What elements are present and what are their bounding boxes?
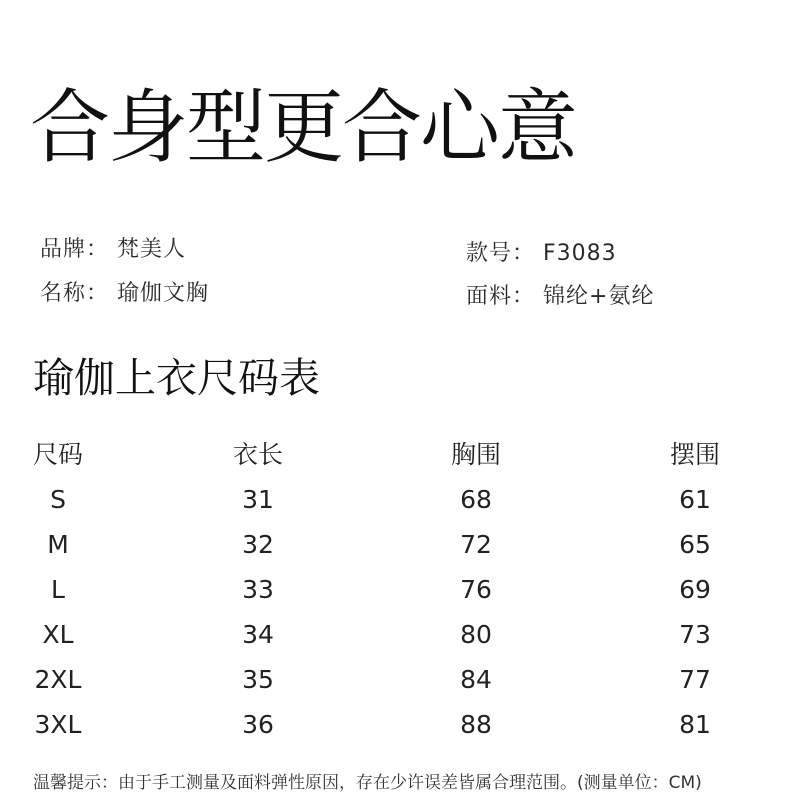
- cell-hem: 77: [679, 665, 711, 694]
- cell-hem: 61: [679, 485, 711, 514]
- header-hem: 摆围: [669, 440, 720, 469]
- model-value: F3083: [543, 241, 617, 266]
- cell-length: 33: [242, 575, 274, 604]
- cell-bust: 68: [460, 485, 492, 514]
- fabric-info: [466, 279, 654, 310]
- cell-size: S: [50, 485, 66, 514]
- header-bust: 胸围: [450, 440, 501, 469]
- header-size: 尺码: [32, 440, 83, 469]
- cell-hem: 73: [679, 620, 711, 649]
- cell-size: M: [47, 530, 69, 559]
- header-length: 衣长: [232, 440, 283, 469]
- model-info: [466, 236, 617, 267]
- cell-hem: 81: [679, 710, 711, 739]
- cell-length: 36: [242, 710, 274, 739]
- cell-bust: 76: [460, 575, 492, 604]
- brand-label: 品牌：: [40, 237, 110, 262]
- cell-length: 32: [242, 530, 274, 559]
- cell-length: 35: [242, 665, 274, 694]
- size-table-title: 瑜伽上衣尺码表: [33, 354, 320, 402]
- cell-bust: 84: [460, 665, 492, 694]
- cell-bust: 72: [460, 530, 492, 559]
- cell-size: XL: [42, 620, 74, 649]
- cell-length: 31: [242, 485, 274, 514]
- cell-size: L: [51, 575, 65, 604]
- cell-hem: 69: [679, 575, 711, 604]
- headline: 合身型更合心意: [30, 81, 576, 174]
- name-info: [40, 276, 209, 307]
- model-label: 款号：: [466, 241, 536, 266]
- fabric-value: 锦纶+氨纶: [543, 284, 655, 309]
- cell-size: 2XL: [34, 665, 82, 694]
- fabric-label: 面料：: [466, 284, 536, 309]
- cell-hem: 65: [679, 530, 711, 559]
- footnote: 温馨提示：由于手工测量及面料弹性原因，存在少许误差皆属合理范围。(测量单位：CM): [33, 773, 702, 793]
- cell-length: 34: [242, 620, 274, 649]
- name-value: 瑜伽文胸: [117, 281, 210, 306]
- brand-info: [40, 232, 186, 263]
- brand-value: 梵美人: [117, 237, 187, 262]
- cell-bust: 80: [460, 620, 492, 649]
- cell-bust: 88: [460, 710, 492, 739]
- name-label: 名称：: [40, 281, 110, 306]
- cell-size: 3XL: [34, 710, 82, 739]
